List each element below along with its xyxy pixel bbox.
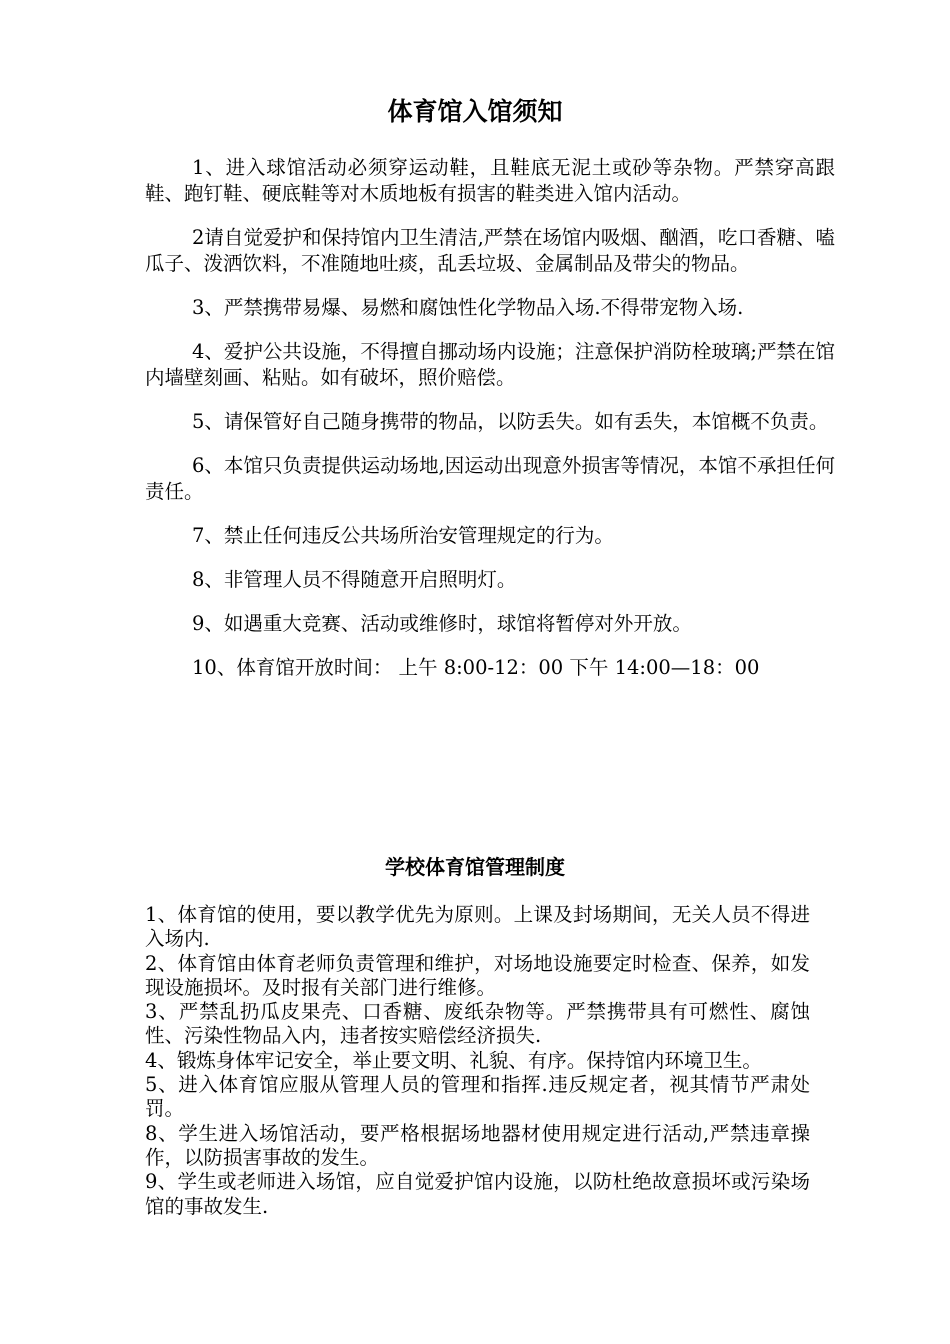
rules-item-3: 3、严禁乱扔瓜皮果壳、口香糖、废纸杂物等。严禁携带具有可燃性、腐蚀性、污染性物品入内，违者按实赔偿经济损失. [145,1000,810,1048]
section-title: 学校体育馆管理制度 [385,855,565,879]
notice-item-5: 5、请保管好自己随身携带的物品，以防丢失。如有丢失，本馆概不负责。 [192,410,829,433]
notice-item-9: 9、如遇重大竞赛、活动或维修时，球馆将暂停对外开放。 [192,612,692,635]
page-title: 体育馆入馆须知 [387,97,563,126]
rules-item-5: 5、进入体育馆应服从管理人员的管理和指挥.违反规定者，视其情节严肃处罚。 [145,1073,810,1121]
rules-item-1: 1、体育馆的使用，要以教学优先为原则。上课及封场期间，无关人员不得进入场内. [145,903,810,951]
notice-item-7: 7、禁止任何违反公共场所治安管理规定的行为。 [192,524,614,547]
rules-item-6: 8、学生进入场馆活动，要严格根据场地器材使用规定进行活动,严禁违章操作，以防损害事故的发生。 [145,1121,810,1169]
notice-list [145,155,835,699]
rules-item-4: 4、锻炼身体牢记安全，举止要文明、礼貌、有序。保持馆内环境卫生。 [145,1048,762,1072]
rules-item-2: 2、体育馆由体育老师负责管理和维护，对场地设施要定时检查、保养，如发现设施损坏。及时报有关部门进行维修。 [145,951,810,999]
notice-item-10: 10、体育馆开放时间： 上午 8:00-12：00 下午 14:00—18：00 [192,656,760,679]
rules-item-7: 9、学生或老师进入场馆，应自觉爱护馆内设施，以防杜绝故意损坏或污染场馆的事故发生. [145,1170,810,1218]
notice-item-6: 6、本馆只负责提供运动场地,因运动出现意外损害等情况，本馆不承担任何责任。 [145,454,835,503]
notice-item-2: 2请自觉爱护和保持馆内卫生清洁,严禁在场馆内吸烟、酗酒，吃口香糖、嗑瓜子、泼洒饮料，不准随地吐痰，乱丢垃圾、金属制品及带尖的物品。 [145,226,835,275]
rules-list [145,903,810,1219]
notice-item-1: 1、进入球馆活动必须穿运动鞋，且鞋底无泥土或砂等杂物。严禁穿高跟鞋、跑钉鞋、硬底鞋等对木质地板有损害的鞋类进入馆内活动。 [145,156,835,205]
notice-item-4: 4、爱护公共设施，不得擅自挪动场内设施；注意保护消防栓玻璃;严禁在馆内墙壁刻画、粘贴。如有破坏，照价赔偿。 [145,340,835,389]
notice-item-3: 3、严禁携带易爆、易燃和腐蚀性化学物品入场.不得带宠物入场. [192,296,744,319]
notice-item-8: 8、非管理人员不得随意开启照明灯。 [192,568,517,591]
